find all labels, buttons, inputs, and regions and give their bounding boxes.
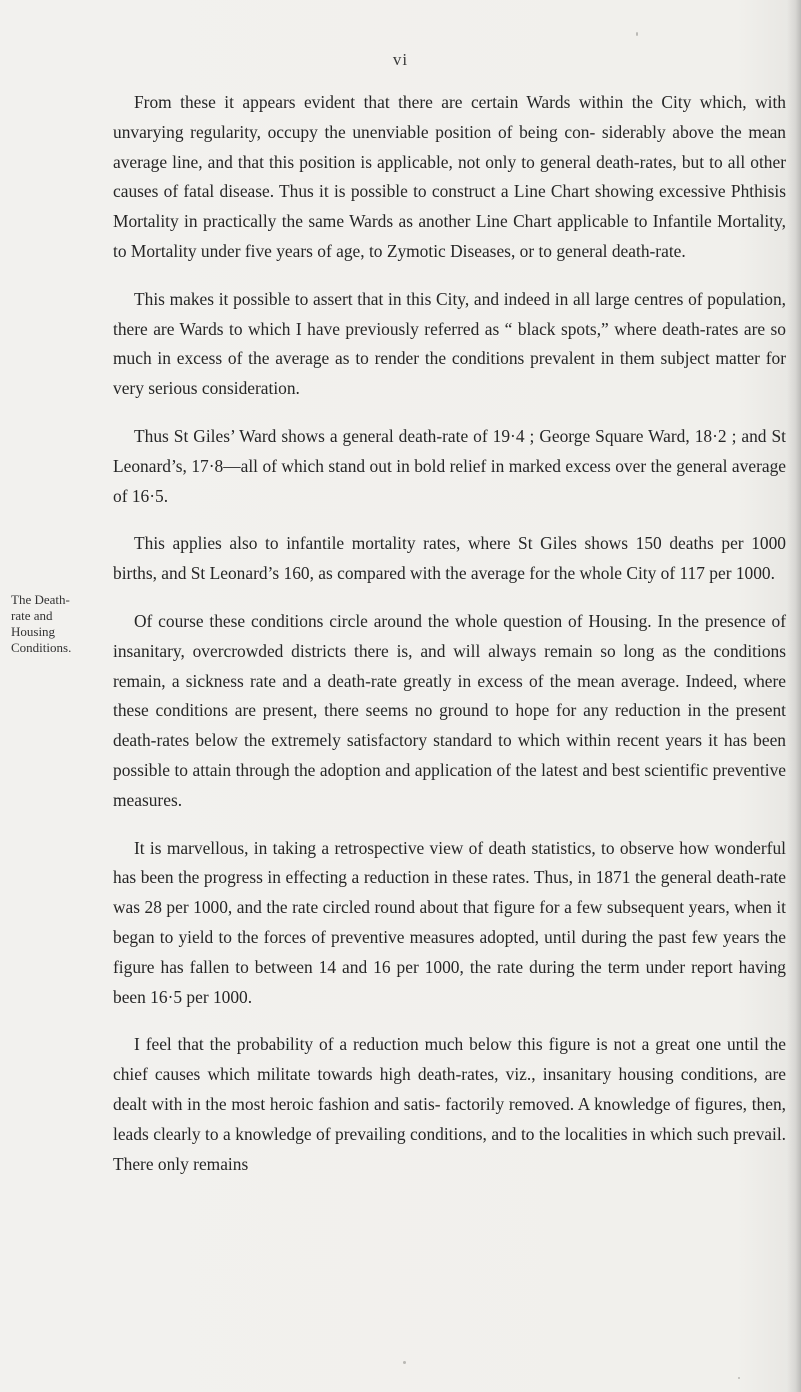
page-number: vi — [392, 50, 409, 69]
margin-note-line: Housing — [11, 624, 56, 639]
margin-note-line: rate and — [11, 608, 53, 623]
page-edge-shadow — [787, 0, 801, 1392]
margin-note — [11, 592, 101, 656]
paper-speck — [403, 1361, 406, 1364]
paragraph: From these it appears evident that there are certain Wards within the City which, with unvarying regularity, occupy the unenviable position of being con- siderably above the mean average line, and that this position is applicable, not only to general death-rates, but to all other causes of fatal disease. Thus it is possible to construct a Line Chart showing excessive Phthisis Mortality in practically the same Wards as another Line Chart applicable to Infantile Mortality, to Mortality under five years of age, to Zymotic Diseases, or to general death-rate. — [113, 92, 786, 261]
paragraph: It is marvellous, in taking a retrospective view of death statistics, to observe how wonderful has been the progress in effecting a reduction in these rates. Thus, in 1871 the general death-rate was 28 per 1000, and the rate circled round about that figure for a few subsequent years, when it began to yield to the forces of preventive measures adopted, until during the past few years the figure has fallen to between 14 and 16 per 1000, the rate during the term under report having been 16·5 per 1000. — [113, 837, 786, 1007]
paragraph: This makes it possible to assert that in this City, and indeed in all large centres of population, there are Wards to which I have previously referred as “ black spots,” where death-rates are so much in excess of the average as to render the conditions prevalent in them subject matter for very serious consideration. — [113, 288, 786, 399]
paragraph: I feel that the probability of a reduction much below this figure is not a great one until the chief causes which militate towards high death-rates, viz., insanitary housing conditions, are dealt with in the most heroic fashion and satis- factorily removed. A knowledge of figures, then, leads clearly to a knowledge of prevailing conditions, and to the localities in which such prevail. There only remains — [113, 1034, 786, 1174]
paper-speck — [738, 1377, 740, 1379]
paragraph: Thus St Giles’ Ward shows a general death-rate of 19·4 ; George Square Ward, 18·2 ; and St Leonard’s, 17·8—all of which stand out in bold relief in marked excess over the general average of 16·5. — [113, 425, 786, 506]
margin-note-line: The Death- — [11, 592, 70, 607]
paragraph: Of course these conditions circle around the whole question of Housing. In the presence of insanitary, overcrowded districts there is, and will always remain so long as the conditions remain, a sickness rate and a death-rate greatly in excess of the mean average. Indeed, where these conditions are present, there seems no ground to hope for any reduction in the present death-rates below the extremely satisfactory standard to which within recent years it has been possible to attain through the adoption and application of the latest and best scientific preventive measures. — [113, 610, 786, 810]
margin-note-line: Conditions. — [11, 640, 72, 655]
body-text — [113, 88, 786, 1179]
paper-speck — [636, 32, 638, 36]
paragraph: This applies also to infantile mortality rates, where St Giles shows 150 deaths per 1000 births, and St Leonard’s 160, as compared with the average for the whole City of 117 per 1000. — [113, 533, 786, 584]
